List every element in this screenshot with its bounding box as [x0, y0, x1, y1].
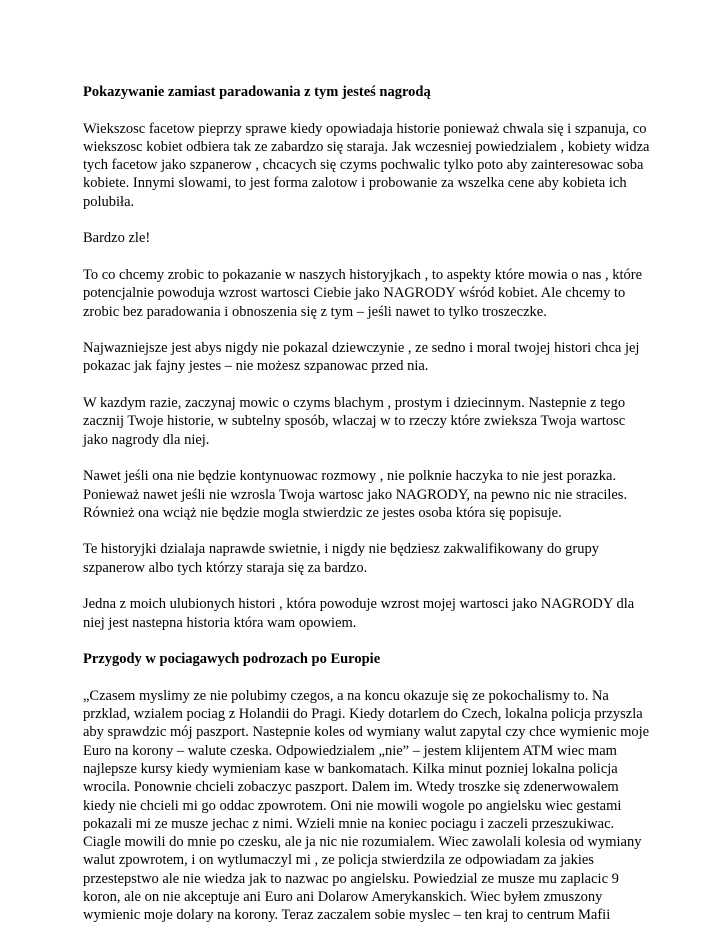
text-line: Nawet jeśli ona nie będzie kontynuowac rozmowy , nie polknie haczyka to nie jest porazka.: [83, 468, 617, 485]
text-line: zacznij Twoje historie, w subtelny sposób, wlaczaj w to rzeczy które zwieksza Twoja wartosc: [83, 413, 626, 430]
paragraph-6: [83, 467, 663, 522]
text-line: Te historyjki dzialaja naprawde swietnie, i nigdy nie będziesz zakwalifikowany do grupy: [83, 541, 599, 558]
text-line: pokazali mi ze musze jechac z nimi. Wzieli mnie na koniec pociagu i zaczeli przeszukiwac.: [83, 815, 615, 832]
section-heading-showing: Pokazywanie zamiast paradowania z tym jesteś nagrodą: [83, 84, 431, 100]
text-line: pokazac jak fajny jestes – nie możesz szpanowac przed nia.: [83, 358, 429, 375]
document-page: [83, 83, 663, 943]
text-line: niej jest nastepna historia która wam opowiem.: [83, 614, 357, 631]
text-line: W kazdym razie, zaczynaj mowic o czyms blachym , prostym i dziecinnym. Nastepnie z tego: [83, 395, 626, 412]
text-line: przklad, wzialem pociag z Holandii do Pragi. Kiedy dotarlem do Czech, lokalna policja przyszla: [83, 706, 643, 723]
section-heading-train-adventures: Przygody w pociagawych podrozach po Europie: [83, 651, 381, 668]
text-line: wymienic moje dolary na korony. Teraz zaczalem sobie myslec – ten kraj to centrum Mafii: [83, 907, 611, 924]
paragraph-5: [83, 394, 663, 449]
text-line: zrobic bez paradowania i obnoszenia się z tym – jeśli nawet to tylko troszeczke.: [83, 303, 547, 320]
text-line: To co chcemy zrobic to pokazanie w naszych historyjkach , to aspekty które mowia o nas , które: [83, 266, 643, 283]
paragraph-4: [83, 339, 663, 376]
text-line: tych facetow jako szpanerow , chcacych się czyms pochwalic tylko poto aby zainteresowac soba: [83, 157, 644, 174]
paragraph-3: [83, 266, 663, 321]
paragraph-9: [83, 687, 663, 925]
text-line: walut zpowrotem, i on wytlumaczyl mi , ze policja stwierdzila ze odpowiadam za jakies: [83, 852, 594, 869]
text-line: jako nagrody dla niej.: [83, 431, 210, 448]
text-line: aby sprawdzic mój paszport. Nastepnie koles od wymiany walut zapytal czy chce wymienic moje: [83, 724, 650, 741]
paragraph-2: Bardzo zle!: [83, 230, 151, 247]
text-line: Wiekszosc facetow pieprzy sprawe kiedy opowiadaja historie ponieważ chwala się i szpanuja, co: [83, 120, 647, 137]
text-line: Ponieważ nawet jeśli nie wzrosla Twoja wartosc jako NAGRODY, na pewno nic nie straciles.: [83, 486, 628, 503]
text-line: Ciagle mowili do mnie po czesku, ale ja nic nie rozumialem. Wiec zawolali kolesia od wymiany: [83, 834, 642, 851]
text-line: najlepsze kursy kiedy wymieniam kase w bankomatach. Kilka minut pozniej lokalna policja: [83, 760, 618, 777]
text-line: Najwazniejsze jest abys nigdy nie pokazal dziewczynie , ze sedno i moral twojej histori chca jej: [83, 340, 640, 357]
text-line: przestepstwo ale nie wiedza jak to nazwac po angielsku. Powiedzial ze musze mu zaplacic 9: [83, 870, 619, 887]
text-line: „Czasem myslimy ze nie polubimy czegos, a na koncu okazuje się ze pokochalismy to. Na: [83, 687, 609, 704]
text-line: kobiete. Innymi slowami, to jest forma zalotow i probowanie za wszelka cene aby kobieta ich: [83, 175, 627, 192]
text-line: wiekszosc kobiet odbiera tak ze zabardzo się staraja. Jak wczesniej powiedzialem , kobiety widza: [83, 138, 650, 155]
text-line: potencjalnie powoduja wzrost wartosci Ciebie jako NAGRODY wśród kobiet. Ale chcemy to: [83, 285, 626, 302]
paragraph-1: [83, 120, 663, 211]
text-line: Euro na korony – walute czeska. Odpowiedzialem „nie” – jestem klijentem ATM wiec mam: [83, 742, 617, 759]
text-line: wrocila. Ponownie chcieli zobaczyc paszport. Dalem im. Wtedy troszke się zdenerwowalem: [83, 779, 619, 796]
text-line: kiedy nie chcieli mi go oddac zpowrotem. Oni nie mowili wogole po angielsku wiec gestami: [83, 797, 622, 814]
text-line: koron, ale on nie akceptuje ani Euro ani Dolarow Amerykanskich. Wiec byłem zmuszony: [83, 889, 603, 906]
paragraph-8: [83, 595, 663, 632]
paragraph-7: [83, 540, 663, 577]
text-line: szpanerow albo tych którzy staraja się za bardzo.: [83, 559, 368, 576]
text-line: polubiła.: [83, 193, 135, 210]
text-line: Również ona wciąż nie będzie mogla stwierdzic ze jestes osoba która się popisuje.: [83, 504, 562, 521]
text-line: Jedna z moich ulubionych histori , która powoduje wzrost mojej wartosci jako NAGRODY dla: [83, 596, 635, 613]
